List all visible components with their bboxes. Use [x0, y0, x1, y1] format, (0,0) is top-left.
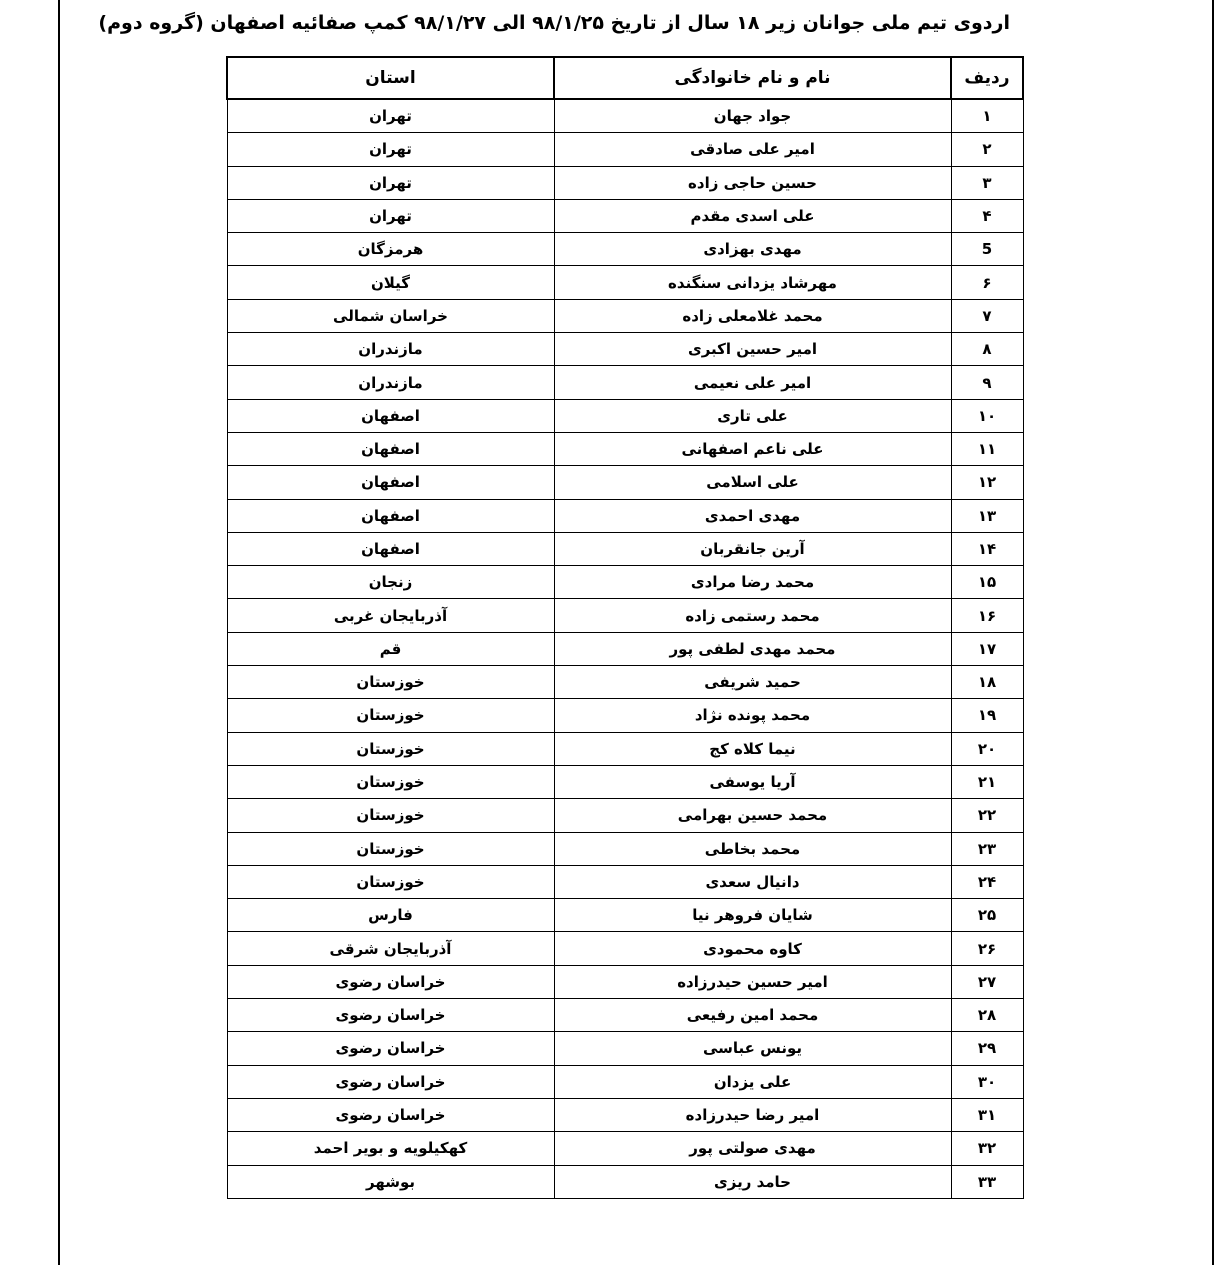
table-row [227, 166, 1023, 199]
cell-full-name: امیر علی نعیمی [554, 366, 951, 399]
cell-row-number: ۲۰ [951, 732, 1023, 765]
roster-table [226, 56, 1024, 1199]
cell-province: خراسان رضوی [227, 1098, 554, 1131]
header-row-number: ردیف [951, 57, 1023, 99]
cell-province: خوزستان [227, 666, 554, 699]
table-row [227, 765, 1023, 798]
cell-province: تهران [227, 99, 554, 133]
table-row [227, 699, 1023, 732]
cell-row-number: ۲۱ [951, 765, 1023, 798]
cell-province: خوزستان [227, 765, 554, 798]
cell-row-number: ۶ [951, 266, 1023, 299]
table-row [227, 1032, 1023, 1065]
table-row [227, 865, 1023, 898]
cell-province: خراسان شمالی [227, 299, 554, 332]
cell-province: اصفهان [227, 432, 554, 465]
cell-province: خراسان رضوی [227, 999, 554, 1032]
cell-row-number: ۱۷ [951, 632, 1023, 665]
table-row [227, 632, 1023, 665]
cell-row-number: ۱۱ [951, 432, 1023, 465]
cell-row-number: ۷ [951, 299, 1023, 332]
cell-province: آذربایجان غربی [227, 599, 554, 632]
cell-province: تهران [227, 199, 554, 232]
table-row [227, 333, 1023, 366]
table-row [227, 732, 1023, 765]
cell-full-name: علی اسدی مقدم [554, 199, 951, 232]
cell-row-number: ۱۴ [951, 532, 1023, 565]
cell-row-number: ۲۷ [951, 965, 1023, 998]
cell-full-name: مهدی بهزادی [554, 233, 951, 266]
cell-full-name: علی تاری [554, 399, 951, 432]
cell-row-number: ۲۸ [951, 999, 1023, 1032]
table-row [227, 1132, 1023, 1165]
cell-province: اصفهان [227, 532, 554, 565]
table-row [227, 99, 1023, 133]
cell-row-number: ۲۴ [951, 865, 1023, 898]
cell-full-name: علی اسلامی [554, 466, 951, 499]
cell-province: اصفهان [227, 399, 554, 432]
cell-full-name: محمد حسین بهرامی [554, 799, 951, 832]
cell-province: زنجان [227, 566, 554, 599]
cell-row-number: ۱۵ [951, 566, 1023, 599]
cell-full-name: محمد امین رفیعی [554, 999, 951, 1032]
cell-full-name: حامد ریزی [554, 1165, 951, 1198]
table-row [227, 299, 1023, 332]
cell-province: خراسان رضوی [227, 1065, 554, 1098]
table-row [227, 566, 1023, 599]
cell-full-name: محمد پونده نژاد [554, 699, 951, 732]
table-row [227, 965, 1023, 998]
cell-full-name: یونس عباسی [554, 1032, 951, 1065]
cell-row-number: ۲۲ [951, 799, 1023, 832]
cell-province: خوزستان [227, 865, 554, 898]
cell-province: تهران [227, 166, 554, 199]
cell-province: آذربایجان شرقی [227, 932, 554, 965]
table-header-row [227, 57, 1023, 99]
document-title: اردوی تیم ملی جوانان زیر ۱۸ سال از تاریخ ۹۸/۱/۲۵ الی ۹۸/۱/۲۷ کمپ صفائیه اصفهان (گروه دوم) [98, 12, 1010, 34]
header-full-name: نام و نام خانوادگی [554, 57, 951, 99]
cell-full-name: حسین حاجی زاده [554, 166, 951, 199]
cell-province: اصفهان [227, 466, 554, 499]
cell-province: قم [227, 632, 554, 665]
table-row [227, 133, 1023, 166]
cell-full-name: محمد رضا مرادی [554, 566, 951, 599]
cell-province: اصفهان [227, 499, 554, 532]
cell-row-number: ۱ [951, 99, 1023, 133]
cell-row-number: ۲۹ [951, 1032, 1023, 1065]
cell-full-name: علی ناعم اصفهانی [554, 432, 951, 465]
cell-province: خوزستان [227, 832, 554, 865]
cell-province: خوزستان [227, 699, 554, 732]
cell-province: خوزستان [227, 732, 554, 765]
cell-row-number: ۴ [951, 199, 1023, 232]
cell-province: هرمزگان [227, 233, 554, 266]
page-border-right [1212, 0, 1214, 1265]
table-row [227, 1165, 1023, 1198]
cell-row-number: ۲ [951, 133, 1023, 166]
cell-province: خراسان رضوی [227, 1032, 554, 1065]
header-province: استان [227, 57, 554, 99]
cell-full-name: محمد بخاطی [554, 832, 951, 865]
cell-row-number: ۱۶ [951, 599, 1023, 632]
table-row [227, 999, 1023, 1032]
cell-province: گیلان [227, 266, 554, 299]
cell-province: بوشهر [227, 1165, 554, 1198]
cell-province: فارس [227, 899, 554, 932]
cell-row-number: ۲۶ [951, 932, 1023, 965]
table-row [227, 899, 1023, 932]
cell-full-name: امیر علی صادقی [554, 133, 951, 166]
cell-row-number: ۱۸ [951, 666, 1023, 699]
cell-full-name: نیما کلاه کج [554, 732, 951, 765]
cell-full-name: جواد جهان [554, 99, 951, 133]
cell-full-name: مهرشاد یزدانی سنگنده [554, 266, 951, 299]
cell-row-number: ۳۰ [951, 1065, 1023, 1098]
cell-full-name: محمد رستمی زاده [554, 599, 951, 632]
cell-row-number: 5 [951, 233, 1023, 266]
cell-full-name: محمد غلامعلی زاده [554, 299, 951, 332]
cell-province: خوزستان [227, 799, 554, 832]
cell-full-name: آرین جانقربان [554, 532, 951, 565]
table-row [227, 1098, 1023, 1131]
table-row [227, 266, 1023, 299]
table-row [227, 799, 1023, 832]
cell-full-name: مهدی صولتی پور [554, 1132, 951, 1165]
page-border-left [58, 0, 60, 1265]
cell-row-number: ۳۲ [951, 1132, 1023, 1165]
table-row [227, 499, 1023, 532]
table-row [227, 366, 1023, 399]
cell-province: مازندران [227, 366, 554, 399]
cell-row-number: ۳ [951, 166, 1023, 199]
cell-row-number: ۲۳ [951, 832, 1023, 865]
table-row [227, 1065, 1023, 1098]
cell-row-number: ۱۰ [951, 399, 1023, 432]
table-row [227, 466, 1023, 499]
table-row [227, 199, 1023, 232]
table-row [227, 532, 1023, 565]
cell-province: تهران [227, 133, 554, 166]
roster-body [227, 99, 1023, 1198]
cell-province: کهکیلویه و بویر احمد [227, 1132, 554, 1165]
cell-row-number: ۸ [951, 333, 1023, 366]
table-row [227, 399, 1023, 432]
table-row [227, 666, 1023, 699]
cell-row-number: ۹ [951, 366, 1023, 399]
cell-full-name: امیر حسین حیدرزاده [554, 965, 951, 998]
cell-full-name: محمد مهدی لطفی پور [554, 632, 951, 665]
cell-row-number: ۱۹ [951, 699, 1023, 732]
cell-full-name: علی یزدان [554, 1065, 951, 1098]
table-row [227, 233, 1023, 266]
table-row [227, 932, 1023, 965]
cell-row-number: ۱۲ [951, 466, 1023, 499]
cell-full-name: مهدی احمدی [554, 499, 951, 532]
cell-full-name: حمید شریفی [554, 666, 951, 699]
cell-full-name: شایان فروهر نیا [554, 899, 951, 932]
cell-province: مازندران [227, 333, 554, 366]
cell-row-number: ۲۵ [951, 899, 1023, 932]
cell-full-name: امیر رضا حیدرزاده [554, 1098, 951, 1131]
table-row [227, 599, 1023, 632]
cell-row-number: ۱۳ [951, 499, 1023, 532]
cell-full-name: دانیال سعدی [554, 865, 951, 898]
cell-full-name: امیر حسین اکبری [554, 333, 951, 366]
table-row [227, 832, 1023, 865]
cell-row-number: ۳۳ [951, 1165, 1023, 1198]
table-row [227, 432, 1023, 465]
cell-province: خراسان رضوی [227, 965, 554, 998]
cell-full-name: کاوه محمودی [554, 932, 951, 965]
cell-full-name: آریا یوسفی [554, 765, 951, 798]
cell-row-number: ۳۱ [951, 1098, 1023, 1131]
